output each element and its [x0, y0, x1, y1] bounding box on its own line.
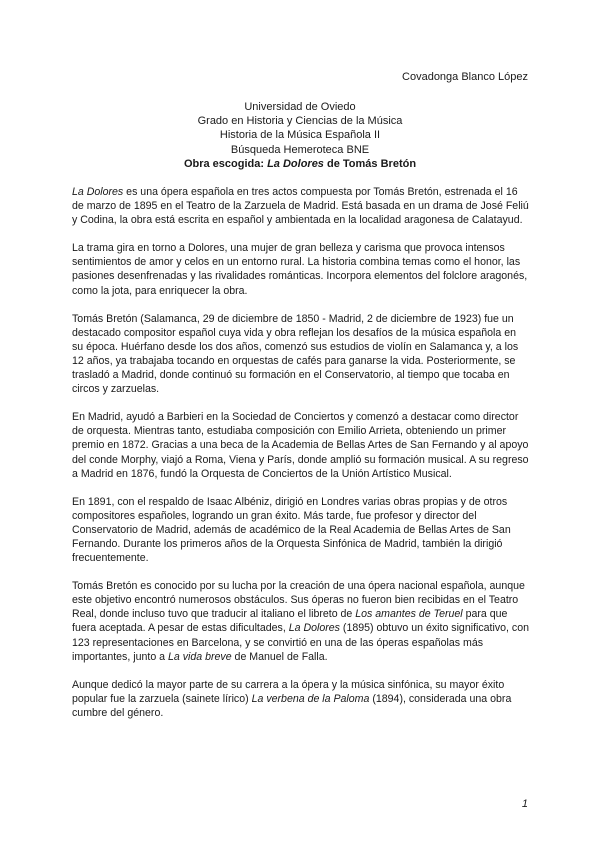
paragraph-london: En 1891, con el respaldo de Isaac Albéniz, dirigió en Londres varias obras propias y de otros compositores españoles, logrando un gran éxito. Más tarde, fue profesor y director del Conservatorio de Madrid, además de académico de la Real Academia de Bellas Artes de San Fernando. Durante los primeros años de la Orquesta Sinfónica de Madrid, también la dirigió frecuentemente. [72, 495, 511, 565]
paragraph-text: de Manuel de Falla. [231, 650, 328, 663]
opera-title: La Dolores [72, 186, 124, 198]
activity-line: Búsqueda Hemeroteca BNE [230, 143, 370, 156]
work-title-amantes: Los amantes de Teruel [355, 608, 463, 621]
paragraph-text: para que fuera aceptada. A pesar de estas dificultades, [72, 608, 508, 635]
paragraph-plot: La trama gira en torno a Dolores, una mujer de gran belleza y carisma que provoca intensos sentimientos de amor y celos en un entorno rural. La historia combina temas como el honor, las pasiones desenfrenadas y las rivalidades románticas. Incorpora elementos del folclore aragonés, como la jota, para enriquecer la obra. [72, 242, 528, 297]
page-number: 1 [521, 798, 528, 810]
paragraph-madrid: En Madrid, ayudó a Barbieri en la Sociedad de Conciertos y comenzó a destacar como director de orquesta. Mientras tanto, estudiaba composición con Emilio Arrieta, obteniendo un primer premio en 1872. Gracias a una beca de la Academia de Bellas Artes de San Fernando y al apoyo del conde Morphy, viajó a Roma, Viena y París, donde amplió su formación musical. A su regreso a Madrid en 1876, fundó la Orquesta de Conciertos de la Unión Artístico Musical. [72, 411, 529, 480]
paragraph-intro-text: es una ópera española en tres actos compuesta por Tomás Bretón, estrenada el 16 de marzo de 1895 en el Teatro de la Zarzuela de Madrid. Está basada en un drama de José Feliú y Codina, la obra está escrita en español y ambientada en la localidad aragonesa de Calatayud. [72, 186, 529, 227]
work-title-vida-breve: La vida breve [168, 650, 232, 663]
work-composer: Tomás Bretón [342, 157, 417, 170]
paragraph-text: Tomás Bretón es conocido por su lucha por la creación de una ópera nacional española, aunque este objetivo encontró numerosos obstáculos. Sus óperas no fueron bien recibidas en el Teatro Real, donde incluso tuvo que traducir al italiano el libreto de [72, 580, 525, 621]
paragraph-text: (1894), considerada una obra cumbre del género. [72, 692, 512, 719]
work-title-verbena: La verbena de la Paloma [251, 692, 370, 705]
author-name: Covadonga Blanco López [402, 71, 528, 83]
work-label: Obra escogida: [183, 157, 265, 170]
paragraph-intro [72, 185, 530, 227]
document-body [72, 185, 530, 734]
course-line: Historia de la Música Española II [219, 129, 381, 142]
chosen-work-line [0, 157, 600, 171]
paragraph-biography: Tomás Bretón (Salamanca, 29 de diciembre de 1850 - Madrid, 2 de diciembre de 1923) fue un destacado compositor español cuya vida y obra reflejan los desafíos de la música española en su época. Huérfano desde los dos años, comenzó sus estudios de violín en Salamanca y, a los 12 años, ya trabajaba tocando en orquestas de cafés para ganarse la vida. Posteriormente, se trasladó a Madrid, donde continuó su formación en el Conservatorio, al tiempo que tocaba en circos y zarzuelas. [72, 312, 519, 396]
paragraph-national-opera [72, 579, 530, 664]
paragraph-text: Aunque dedicó la mayor parte de su carrera a la ópera y la música sinfónica, su mayor éxito popular fue la zarzuela (sainete lírico) [72, 678, 505, 705]
work-connector: de [327, 157, 340, 170]
paragraph-zarzuela [72, 678, 530, 720]
work-title: La Dolores [267, 157, 324, 170]
document-header [0, 100, 600, 171]
university-line: Universidad de Oviedo [244, 101, 356, 113]
paragraph-text: (1895) obtuvo un éxito significativo, con 123 representaciones en Barcelona, y se convirtió en una de las óperas españolas más importantes, junto a [72, 622, 530, 663]
degree-line: Grado en Historia y Ciencias de la Música [197, 115, 403, 128]
work-title-dolores: La Dolores [288, 622, 340, 635]
